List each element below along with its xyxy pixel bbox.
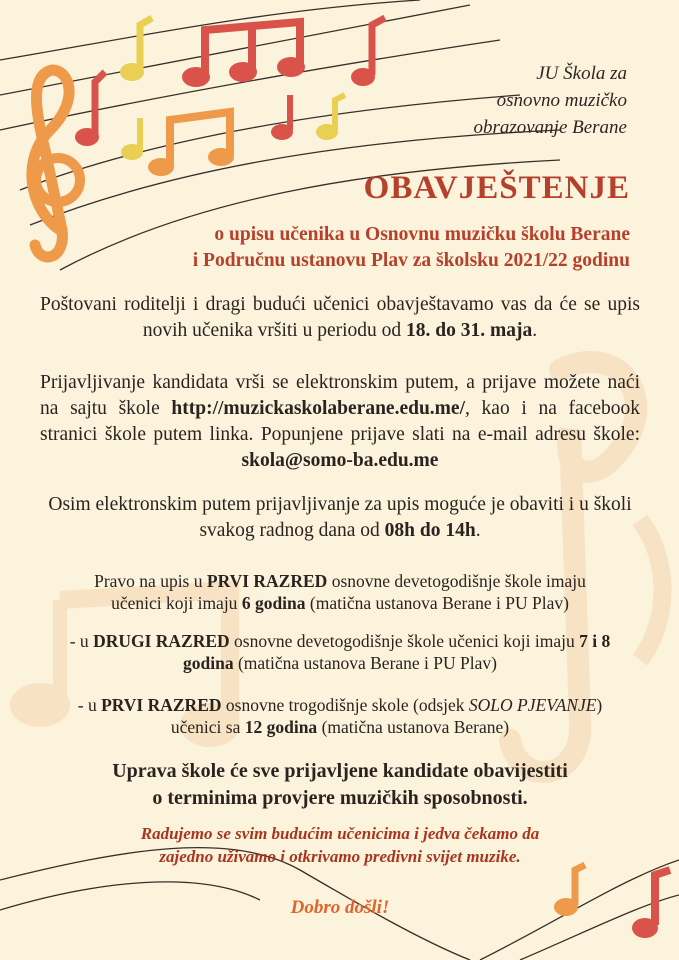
- age-label: 7 i 8 godina: [183, 631, 611, 673]
- treble-clef-icon: [32, 70, 80, 257]
- school-line-3: obrazovanje Berane: [473, 117, 627, 138]
- grade-label: DRUGI RAZRED: [93, 631, 230, 651]
- paragraph-in-person: [40, 492, 640, 544]
- school-line-2: osnovno muzičko: [496, 90, 627, 111]
- red-notes-icon: [271, 18, 385, 140]
- department-label: SOLO PJEVANJE: [468, 695, 597, 715]
- p1-text: Poštovani roditelji i dragi budući učenici obavještavamo vas da će se upis novih učenika vršiti u periodu od: [40, 294, 640, 341]
- p6-text: - u: [77, 695, 102, 715]
- subtitle-line-2: i Područnu ustanovu Plav za školsku 2021/22 godinu: [192, 250, 630, 271]
- paragraph-second-grade: [55, 630, 625, 674]
- p4-text: Pravo na upis u: [94, 571, 207, 591]
- enrollment-dates: 18. do 31. maja: [406, 320, 533, 341]
- page-title: OBAVJEŠTENJE: [363, 170, 630, 206]
- grade-label: PRVI RAZRED: [101, 695, 222, 715]
- school-name: [407, 60, 627, 141]
- closing-line-1: Uprava škole će sve prijavljene kandidate obavijestiti: [112, 760, 568, 782]
- p5-text-2: osnovne devetogodišnje škole učenici koji imaju: [229, 631, 580, 651]
- paragraph-enrollment-period: [40, 292, 640, 344]
- p2-text-2: , kao i na facebook stranici škole putem linka. Popunjene prijave slati na e-mail adresu škole:: [40, 398, 640, 445]
- subtitle: [100, 222, 630, 274]
- grade-label: PRVI RAZRED: [206, 571, 328, 591]
- p5-text-3: (matična ustanova Berane i PU Plav): [233, 653, 497, 673]
- p6-text-3: ) učenici sa: [170, 695, 603, 737]
- age-label: 12 godina: [244, 717, 318, 737]
- school-line-1: JU Škola za: [536, 63, 627, 84]
- closing-line-2: o terminima provjere muzičkih sposobnosti.: [152, 787, 528, 809]
- school-website-link[interactable]: http://muzickaskolaberane.edu.me/: [171, 398, 465, 419]
- p4-text-2: osnovne devetogodišnje škole imaju učenici koji imaju: [111, 571, 586, 613]
- p6-text-4: (matična ustanova Berane): [317, 717, 510, 737]
- school-email-link[interactable]: skola@somo-ba.edu.me: [241, 450, 439, 471]
- p3-text: Osim elektronskim putem prijavljivanje za upis moguće je obaviti i u školi svakog radnog dana od: [48, 494, 632, 541]
- beamed-notes-icon: [182, 22, 305, 87]
- paragraph-online-application: [40, 370, 640, 474]
- greeting: Dobro došli!: [290, 897, 390, 918]
- welcome-line-2: zajedno uživamo i otkrivamo predivni svijet muzike.: [159, 847, 521, 866]
- welcome-message: [40, 822, 640, 868]
- p1-end: .: [532, 320, 538, 341]
- p4-text-3: (matična ustanova Berane i PU Plav): [305, 593, 569, 613]
- p6-text-2: osnovne trogodišnje skole (odsjek: [221, 695, 469, 715]
- closing-statement: [40, 758, 640, 812]
- p3-end: .: [475, 520, 481, 541]
- p2-text: Prijavljivanje kandidata vrši se elektronskim putem, a prijave možete naći na sajtu škole: [40, 372, 640, 419]
- subtitle-line-1: o upisu učenika u Osnovnu muzičku školu Berane: [214, 224, 630, 245]
- p5-text: - u: [69, 631, 94, 651]
- paragraph-first-grade: [70, 570, 610, 614]
- office-hours: 08h do 14h: [384, 520, 476, 541]
- welcome-line-1: Radujemo se svim budućim učenicima i jedva čekamo da: [140, 824, 540, 843]
- age-label: 6 godina: [241, 593, 306, 613]
- paragraph-solo-singing: [55, 694, 625, 738]
- beamed-notes-orange-icon: [148, 112, 234, 176]
